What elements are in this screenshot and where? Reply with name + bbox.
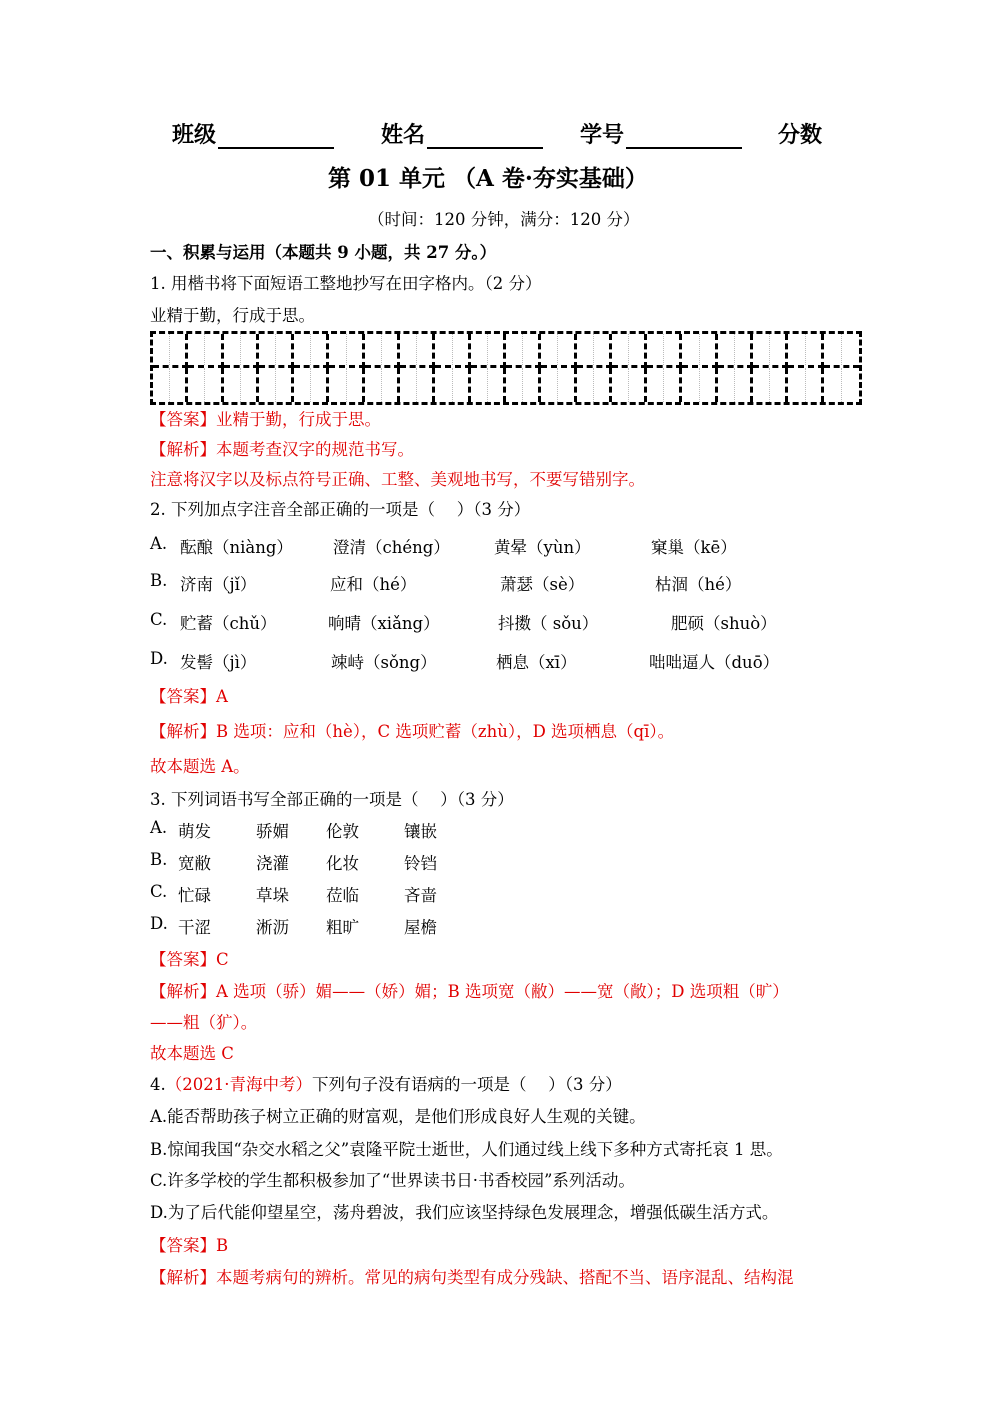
tianzige-cell[interactable] bbox=[506, 334, 541, 368]
q3-option-b-item: 铃铛 bbox=[404, 854, 437, 873]
q2-option-d-item: 咄咄逼人（duō） bbox=[649, 653, 780, 672]
q2-option-a-item: 澄清（chéng） bbox=[333, 538, 450, 557]
tianzige-cell[interactable] bbox=[329, 334, 364, 368]
tianzige-cell[interactable] bbox=[365, 368, 400, 402]
q4-option-d: D.为了后代能仰望星空，荡舟碧波，我们应该坚持绿色发展理念，增强低碳生活方式。 bbox=[150, 1203, 779, 1222]
q2-analysis: 【解析】B 选项：应和（hè），C 选项贮蓄（zhù），D 选项栖息（qī）。 bbox=[150, 722, 675, 741]
q3-option-d-item: 粗旷 bbox=[326, 918, 359, 937]
tianzige-cell[interactable] bbox=[612, 334, 647, 368]
tianzige-cell[interactable] bbox=[718, 368, 753, 402]
tianzige-cell[interactable] bbox=[435, 368, 470, 402]
q4-answer: 【答案】B bbox=[150, 1236, 229, 1255]
tianzige-cell[interactable] bbox=[647, 334, 682, 368]
q2-option-a-item: 黄晕（yùn） bbox=[494, 538, 591, 557]
page-title: 第 01 单元 （A 卷·夯实基础） bbox=[328, 165, 648, 192]
tianzige-cell[interactable] bbox=[400, 368, 435, 402]
q4-analysis: 【解析】本题考病句的辨析。常见的病句类型有成分残缺、搭配不当、语序混乱、结构混 bbox=[150, 1268, 794, 1287]
tianzige-cell[interactable] bbox=[682, 334, 717, 368]
q3-option-c-label: C. bbox=[150, 882, 168, 901]
q3-conclusion: 故本题选 C bbox=[150, 1044, 234, 1063]
tianzige-cell[interactable] bbox=[471, 334, 506, 368]
tianzige-cell[interactable] bbox=[577, 334, 612, 368]
name-label: 姓名 bbox=[381, 122, 426, 148]
tianzige-cell[interactable] bbox=[259, 368, 294, 402]
q3-option-a-item: 萌发 bbox=[178, 822, 211, 841]
tianzige-cell[interactable] bbox=[577, 368, 612, 402]
student-id-field[interactable] bbox=[580, 118, 742, 149]
q3-option-d-item: 屋檐 bbox=[404, 918, 437, 937]
q2-option-b-item: 应和（hé） bbox=[330, 575, 417, 594]
section-heading: 一、积累与运用（本题共 9 小题，共 27 分。） bbox=[150, 243, 497, 262]
tianzige-cell[interactable] bbox=[188, 368, 223, 402]
q3-option-b-item: 化妆 bbox=[326, 854, 359, 873]
q3-option-d-label: D. bbox=[150, 914, 168, 933]
q1-stem: 1. 用楷书将下面短语工整地抄写在田字格内。（2 分） bbox=[150, 274, 542, 293]
class-blank[interactable] bbox=[218, 121, 334, 149]
q2-option-c-item: 抖擞（ sǒu） bbox=[498, 614, 599, 633]
score-field bbox=[778, 118, 822, 149]
tianzige-cell[interactable] bbox=[788, 334, 823, 368]
tianzige-cell[interactable] bbox=[259, 334, 294, 368]
q3-option-b-item: 浇灌 bbox=[256, 854, 289, 873]
q2-option-a-item: 酝酿（niàng） bbox=[180, 538, 293, 557]
tianzige-cell[interactable] bbox=[153, 368, 188, 402]
q2-option-a-item: 窠巢（kē） bbox=[651, 538, 737, 557]
tianzige-cell[interactable] bbox=[682, 368, 717, 402]
q1-analysis: 【解析】本题考查汉字的规范书写。 bbox=[150, 440, 414, 459]
student-id-label: 学号 bbox=[580, 122, 625, 148]
tianzige-cell[interactable] bbox=[647, 368, 682, 402]
q4-stem-text: 下列句子没有语病的一项是（ ）（3 分） bbox=[312, 1075, 622, 1094]
tianzige-cell[interactable] bbox=[541, 334, 576, 368]
tianzige-cell[interactable] bbox=[788, 368, 823, 402]
q2-conclusion: 故本题选 A。 bbox=[150, 757, 250, 776]
q3-answer: 【答案】C bbox=[150, 950, 229, 969]
q3-option-d-item: 干涩 bbox=[178, 918, 211, 937]
tianzige-cell[interactable] bbox=[718, 334, 753, 368]
tianzige-cell[interactable] bbox=[224, 368, 259, 402]
student-id-blank[interactable] bbox=[626, 121, 742, 149]
tianzige-cell[interactable] bbox=[471, 368, 506, 402]
tianzige-cell[interactable] bbox=[506, 368, 541, 402]
q2-option-b-item: 济南（jǐ） bbox=[180, 575, 257, 594]
time-info: （时间：120 分钟，满分：120 分） bbox=[368, 210, 640, 229]
q2-option-c-item: 响晴（xiǎng） bbox=[328, 614, 440, 633]
tianzige-cell[interactable] bbox=[153, 334, 188, 368]
q2-answer: 【答案】A bbox=[150, 687, 228, 706]
q2-option-b-item: 枯涸（hé） bbox=[655, 575, 742, 594]
tianzige-cell[interactable] bbox=[824, 368, 859, 402]
score-label: 分数 bbox=[778, 122, 823, 148]
tianzige-cell[interactable] bbox=[224, 334, 259, 368]
q3-option-c-item: 草垛 bbox=[256, 886, 289, 905]
q3-option-d-item: 淅沥 bbox=[256, 918, 289, 937]
name-field[interactable] bbox=[381, 118, 543, 149]
tianzige-cell[interactable] bbox=[365, 334, 400, 368]
name-blank[interactable] bbox=[427, 121, 543, 149]
q1-phrase: 业精于勤，行成于思。 bbox=[150, 306, 315, 325]
q4-option-c: C.许多学校的学生都积极参加了“世界读书日·书香校园”系列活动。 bbox=[150, 1171, 635, 1190]
tianzige-cell[interactable] bbox=[753, 368, 788, 402]
q3-option-b-item: 宽敝 bbox=[178, 854, 211, 873]
q2-option-b-label: B. bbox=[150, 571, 168, 590]
q2-option-d-item: 发髻（jì） bbox=[180, 653, 257, 672]
tianzige-cell[interactable] bbox=[824, 334, 859, 368]
q2-option-b-item: 萧瑟（sè） bbox=[500, 575, 585, 594]
tianzige-cell[interactable] bbox=[400, 334, 435, 368]
q3-option-b-label: B. bbox=[150, 850, 168, 869]
q3-stem: 3. 下列词语书写全部正确的一项是（ ）（3 分） bbox=[150, 790, 514, 809]
class-label: 班级 bbox=[172, 122, 217, 148]
q4-option-a: A.能否帮助孩子树立正确的财富观，是他们形成良好人生观的关键。 bbox=[150, 1107, 646, 1126]
q2-option-c-item: 贮蓄（chǔ） bbox=[180, 614, 277, 633]
q1-answer: 【答案】业精于勤，行成于思。 bbox=[150, 410, 381, 429]
tianzige-cell[interactable] bbox=[541, 368, 576, 402]
q2-option-c-label: C. bbox=[150, 610, 168, 629]
q3-analysis-cont: ——粗（犷）。 bbox=[150, 1013, 258, 1032]
q1-note: 注意将汉字以及标点符号正确、工整、美观地书写，不要写错别字。 bbox=[150, 470, 645, 489]
tianzige-cell[interactable] bbox=[188, 334, 223, 368]
q2-option-d-item: 栖息（xī） bbox=[496, 653, 577, 672]
q3-option-c-item: 莅临 bbox=[326, 886, 359, 905]
tianzige-cell[interactable] bbox=[435, 334, 470, 368]
q3-option-c-item: 吝啬 bbox=[404, 886, 437, 905]
tianzige-cell[interactable] bbox=[329, 368, 364, 402]
q2-option-a-label: A. bbox=[150, 534, 168, 553]
q4-stem bbox=[150, 1071, 622, 1095]
q3-option-c-item: 忙碌 bbox=[178, 886, 211, 905]
q2-option-d-item: 竦峙（sǒng） bbox=[331, 653, 437, 672]
tianzige-grid[interactable] bbox=[150, 331, 862, 405]
tianzige-cell[interactable] bbox=[753, 334, 788, 368]
q3-option-a-item: 伦敦 bbox=[326, 822, 359, 841]
q2-stem: 2. 下列加点字注音全部正确的一项是（ ）（3 分） bbox=[150, 500, 531, 519]
tianzige-cell[interactable] bbox=[294, 334, 329, 368]
q2-option-d-label: D. bbox=[150, 649, 168, 668]
q4-source: （2021·青海中考） bbox=[165, 1075, 312, 1094]
q4-option-b: B.惊闻我国“杂交水稻之父”袁隆平院士逝世，人们通过线上线下多种方式寄托哀 1 思。 bbox=[150, 1140, 783, 1159]
q3-option-a-label: A. bbox=[150, 818, 168, 837]
q2-option-c-item: 肥硕（shuò） bbox=[671, 614, 777, 633]
tianzige-cell[interactable] bbox=[294, 368, 329, 402]
q3-option-a-item: 镶嵌 bbox=[404, 822, 437, 841]
q4-number: 4. bbox=[150, 1075, 166, 1094]
q3-option-a-item: 骄媚 bbox=[256, 822, 289, 841]
class-field[interactable] bbox=[172, 118, 334, 149]
q3-analysis: 【解析】A 选项（骄）媚——（娇）媚；B 选项宽（敝）——宽（敞）；D 选项粗（旷） bbox=[150, 982, 789, 1001]
tianzige-cell[interactable] bbox=[612, 368, 647, 402]
